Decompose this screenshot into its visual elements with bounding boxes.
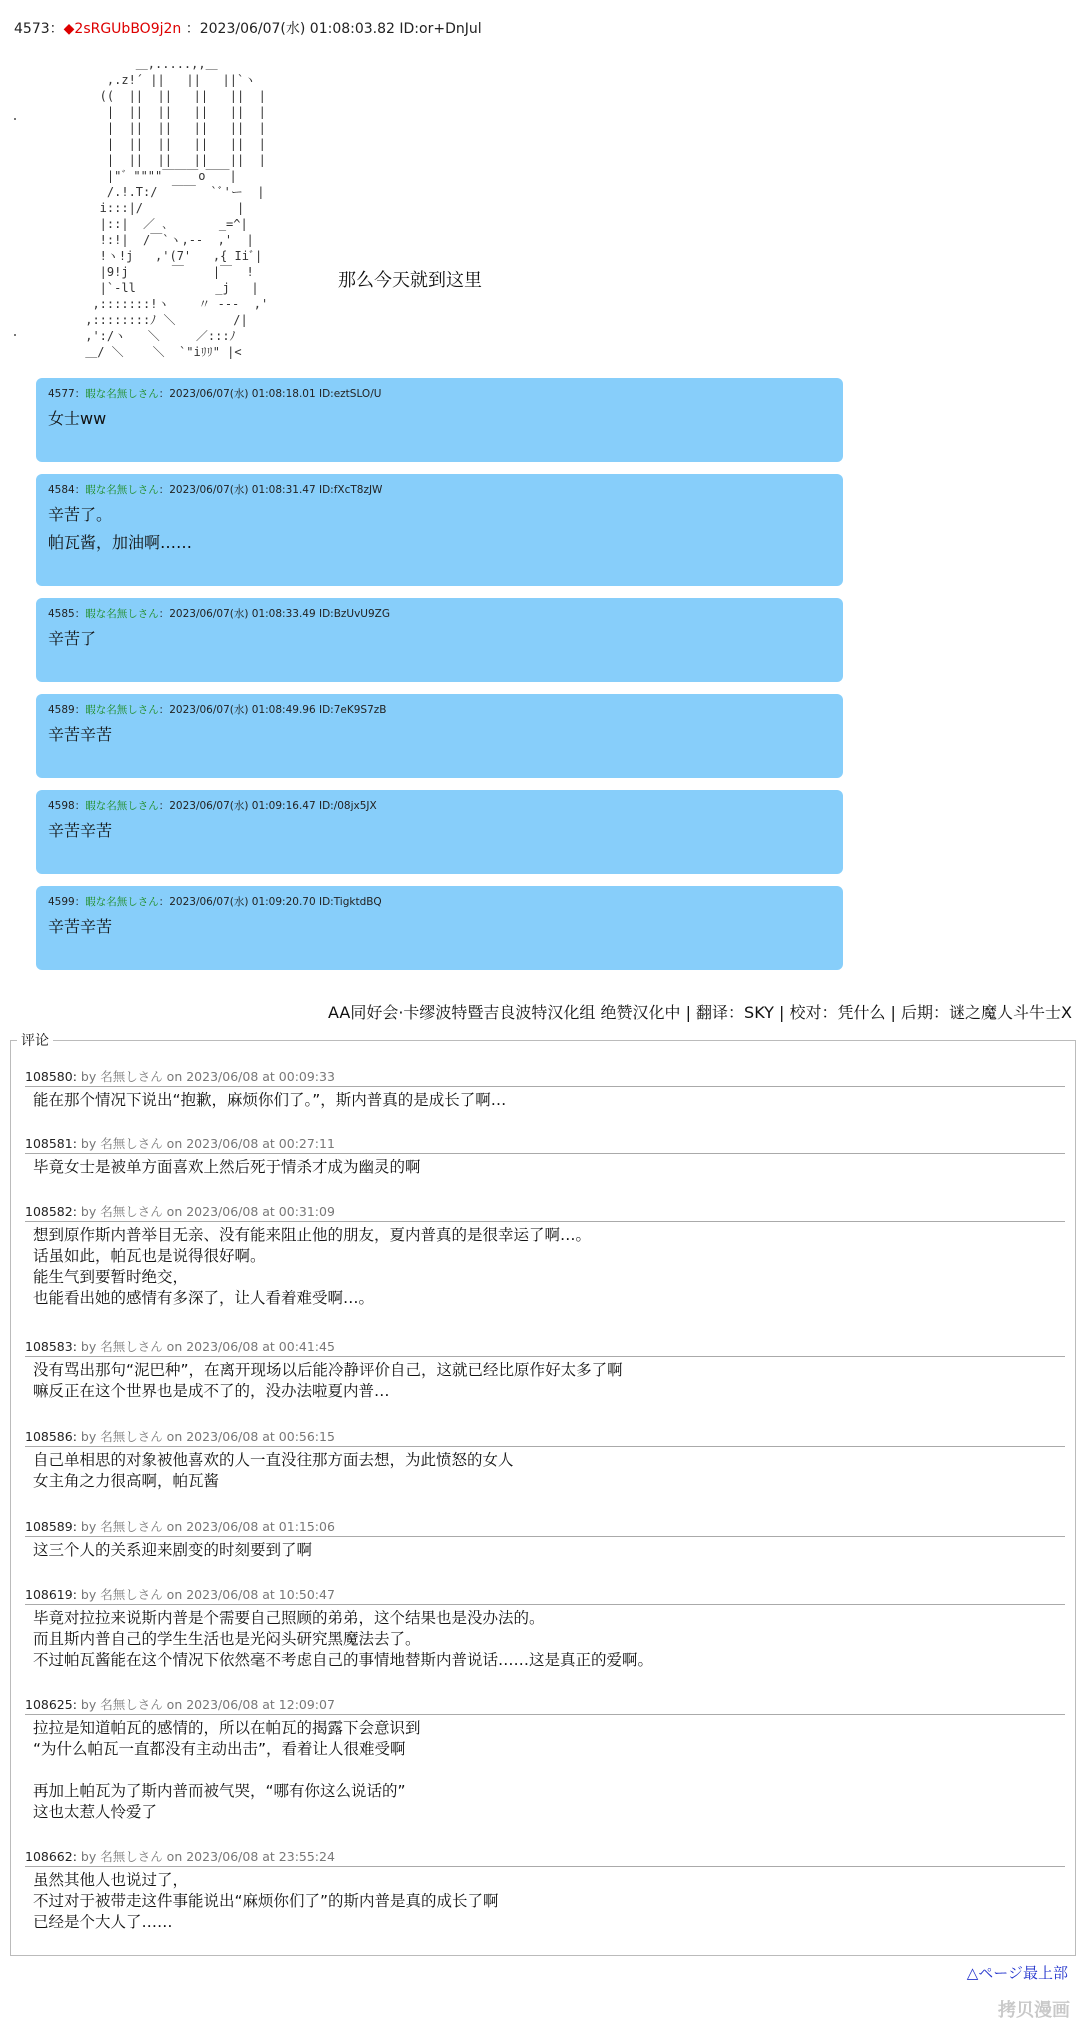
- comment-body: 毕竟女士是被单方面喜欢上然后死于情杀才成为幽灵的啊: [33, 1158, 421, 1176]
- reply-body: 辛苦辛苦: [48, 821, 113, 840]
- reply-body: 辛苦辛苦: [48, 725, 113, 744]
- reply-list: [36, 378, 843, 982]
- comment-id: 108580: [25, 1069, 73, 1084]
- reply-username: 暇な名無しさん: [85, 800, 159, 812]
- comment-byline: by 名無しさん on 2023/06/08 at 00:41:45: [80, 1339, 335, 1354]
- comment-header: 108619: by 名無しさん on 2023/06/08 at 10:50:47: [25, 1585, 1065, 1605]
- comment-id: 108619: [25, 1587, 73, 1602]
- reply-username: 暇な名無しさん: [85, 608, 159, 620]
- reply-meta: 4598：暇な名無しさん：2023/06/07(水) 01:09:16.47 ID:/08jx5JX: [48, 800, 377, 812]
- reply-username: 暇な名無しさん: [85, 704, 159, 716]
- reply-body: 辛苦了: [48, 629, 97, 648]
- comments-section: [10, 1033, 1076, 1956]
- art-dot: [14, 334, 16, 336]
- comment-item: [25, 1517, 1065, 1561]
- op-post-header: 4573：◆2sRGUbBO9j2n ：2023/06/07(水) 01:08:03.82 ID:or+DnJul: [14, 21, 482, 37]
- comment-item: [25, 1067, 1065, 1111]
- post-number: 4573: [14, 21, 50, 37]
- post-meta: ：2023/06/07(水) 01:08:03.82 ID:or+DnJul: [181, 21, 482, 37]
- reply-body: 女士ww: [48, 409, 107, 428]
- comment-body: 能在那个情况下说出“抱歉，麻烦你们了。”，斯内普真的是成长了啊…: [33, 1091, 507, 1109]
- comment-body: 毕竟对拉拉来说斯内普是个需要自己照顾的弟弟，这个结果也是没办法的。 而且斯内普自己的学生生活也是光闷头研究黑魔法去了。 不过帕瓦酱能在这个情况下依然毫不考虑自己的事情地替斯内普说话……这是真正的爱啊。: [33, 1609, 654, 1669]
- reply-box: [36, 790, 843, 874]
- comment-byline: by 名無しさん on 2023/06/08 at 00:56:15: [80, 1429, 335, 1444]
- comment-byline: by 名無しさん on 2023/06/08 at 23:55:24: [80, 1849, 335, 1864]
- comment-item: [25, 1695, 1065, 1823]
- translation-credits: AA同好会·卡缪波特暨吉良波特汉化组 绝赞汉化中 | 翻译：SKY | 校对：凭什么 | 后期：谜之魔人斗牛士X: [327, 1003, 1072, 1022]
- comment-header: 108662: by 名無しさん on 2023/06/08 at 23:55:24: [25, 1847, 1065, 1867]
- comment-id: 108625: [25, 1697, 73, 1712]
- reply-box: [36, 474, 843, 586]
- comment-header: 108586: by 名無しさん on 2023/06/08 at 00:56:15: [25, 1427, 1065, 1447]
- reply-body: 辛苦辛苦: [48, 917, 113, 936]
- comment-header: 108580: by 名無しさん on 2023/06/08 at 00:09:33: [25, 1067, 1065, 1087]
- comment-id: 108586: [25, 1429, 73, 1444]
- reply-body: 辛苦了。 帕瓦酱，加油啊……: [48, 505, 193, 552]
- reply-username: 暇な名無しさん: [85, 388, 159, 400]
- reply-meta: 4577：暇な名無しさん：2023/06/07(水) 01:08:18.01 ID:eztSLO/U: [48, 388, 382, 400]
- comment-id: 108583: [25, 1339, 73, 1354]
- reply-box: [36, 378, 843, 462]
- page-top-link[interactable]: △ページ最上部: [966, 1964, 1068, 1982]
- comment-body: 自己单相思的对象被他喜欢的人一直没往那方面去想，为此愤怒的女人 女主角之力很高啊，帕瓦酱: [33, 1451, 514, 1490]
- comment-header: 108625: by 名無しさん on 2023/06/08 at 12:09:07: [25, 1695, 1065, 1715]
- comments-legend: 评论: [17, 1030, 53, 1050]
- comment-item: [25, 1427, 1065, 1492]
- comment-id: 108581: [25, 1136, 73, 1151]
- comment-id: 108582: [25, 1204, 73, 1219]
- art-dot: [14, 118, 16, 120]
- reply-box: [36, 886, 843, 970]
- reply-meta: 4585：暇な名無しさん：2023/06/07(水) 01:08:33.49 ID:BzUvU9ZG: [48, 608, 391, 620]
- comment-item: [25, 1202, 1065, 1309]
- site-watermark: 拷贝漫画: [998, 2000, 1070, 2021]
- comment-body: 没有骂出那句“泥巴种”，在离开现场以后能冷静评价自己，这就已经比原作好太多了啊 嘛反正在这个世界也是成不了的，没办法啦夏内普…: [33, 1361, 623, 1400]
- comment-item: [25, 1847, 1065, 1933]
- comment-header: 108582: by 名無しさん on 2023/06/08 at 00:31:09: [25, 1202, 1065, 1222]
- reply-username: 暇な名無しさん: [85, 484, 159, 496]
- reply-meta: 4584：暇な名無しさん：2023/06/07(水) 01:08:31.47 ID:fXcT8zJW: [48, 484, 383, 496]
- comment-id: 108589: [25, 1519, 73, 1534]
- comment-byline: by 名無しさん on 2023/06/08 at 10:50:47: [80, 1587, 335, 1602]
- ascii-art-figure: ＿,.....,,＿ ,.z!´ || || ||`ヽ (( || || || || | | || || || || | | || || || || | | || || || || | | || || || || | |"゛""""￣￣￣o￣￣| /.!.T:/ ￣￣ `ﾞ'ー | i:::|/ | |::| ／ ､ _=^| !:!| /￣`ヽ,-‐ ,' | !ヽ!j ,'(7' ,{ Iiﾞ| |9!j ￣ |￣ ! |`-ll _j | ,:::::::!ヽ 〃 ‐‐‐ ,' ,::::::::ﾉ ＼ /| ,':/ヽ ＼ ／:::ﾉ ＿/ ＼ ＼ `"iﾘﾘ" |<: [85, 57, 269, 359]
- reply-box: [36, 694, 843, 778]
- comment-body: 这三个人的关系迎来剧变的时刻要到了啊: [33, 1541, 313, 1559]
- comment-byline: by 名無しさん on 2023/06/08 at 00:27:11: [80, 1136, 335, 1151]
- author-trip: ◆2sRGUbBO9j2n: [63, 21, 182, 37]
- comment-byline: by 名無しさん on 2023/06/08 at 00:31:09: [80, 1204, 335, 1219]
- reply-meta: 4599：暇な名無しさん：2023/06/07(水) 01:09:20.70 ID:TigktdBQ: [48, 896, 382, 908]
- comment-header: 108583: by 名無しさん on 2023/06/08 at 00:41:45: [25, 1337, 1065, 1357]
- comment-item: [25, 1134, 1065, 1178]
- comment-item: [25, 1337, 1065, 1402]
- comment-body: 想到原作斯内普举目无亲、没有能来阻止他的朋友，夏内普真的是很幸运了啊…。 话虽如此，帕瓦也是说得很好啊。 能生气到要暂时绝交， 也能看出她的感情有多深了，让人看着难受啊…。: [33, 1226, 592, 1307]
- reply-box: [36, 598, 843, 682]
- comment-id: 108662: [25, 1849, 73, 1864]
- comment-byline: by 名無しさん on 2023/06/08 at 00:09:33: [80, 1069, 335, 1084]
- comment-byline: by 名無しさん on 2023/06/08 at 01:15:06: [80, 1519, 335, 1534]
- comment-header: 108581: by 名無しさん on 2023/06/08 at 00:27:11: [25, 1134, 1065, 1154]
- comment-body: 虽然其他人也说过了， 不过对于被带走这件事能说出“麻烦你们了”的斯内普是真的成长了啊 已经是个大人了……: [33, 1871, 499, 1931]
- comment-body: 拉拉是知道帕瓦的感情的，所以在帕瓦的揭露下会意识到 “为什么帕瓦一直都没有主动出击”，看着让人很难受啊 再加上帕瓦为了斯内普而被气哭，“哪有你这么说话的” 这也太惹人怜爱了: [33, 1719, 421, 1821]
- op-message: 那么今天就到这里: [338, 270, 482, 291]
- comment-byline: by 名無しさん on 2023/06/08 at 12:09:07: [80, 1697, 335, 1712]
- reply-username: 暇な名無しさん: [85, 896, 159, 908]
- comment-header: 108589: by 名無しさん on 2023/06/08 at 01:15:06: [25, 1517, 1065, 1537]
- reply-meta: 4589：暇な名無しさん：2023/06/07(水) 01:08:49.96 ID:7eK9S7zB: [48, 704, 387, 716]
- comment-item: [25, 1585, 1065, 1671]
